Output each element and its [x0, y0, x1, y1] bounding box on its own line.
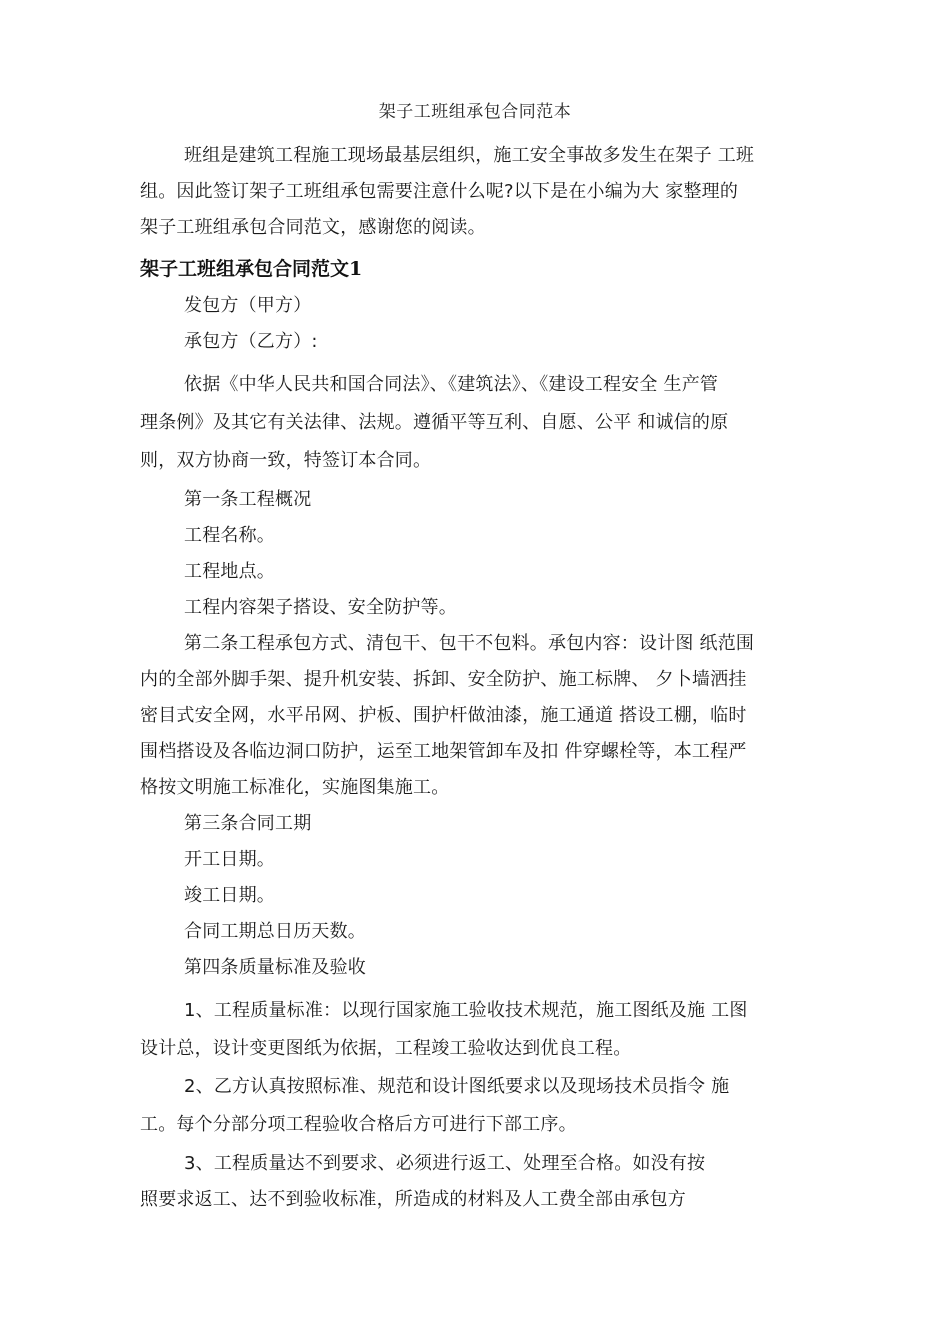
article-4-line: 工。每个分部分项工程验收合格后方可进行下部工序。 — [140, 1114, 577, 1135]
article-2-line: 密目式安全网，水平吊网、护板、围护杆做油漆，施工通道 搭设工棚，临时 — [140, 705, 747, 726]
intro-line: 组。因此签订架子工班组承包需要注意什么呢?以下是在小编为大 家整理的 — [140, 181, 739, 202]
article-1-heading: 第一条工程概况 — [184, 489, 312, 510]
article-3-item: 竣工日期。 — [184, 885, 275, 906]
article-4-line: 1、工程质量标准：以现行国家施工验收技术规范，施工图纸及施 工图 — [184, 1000, 748, 1021]
intro-line: 架子工班组承包合同范文，感谢您的阅读。 — [140, 217, 486, 238]
article-3-item: 合同工期总日历天数。 — [184, 921, 366, 942]
article-2-line: 格按文明施工标准化，实施图集施工。 — [140, 777, 450, 798]
parties — [140, 288, 830, 360]
basis-line: 依据《中华人民共和国合同法》、《建筑法》、《建设工程安全 生产管 — [184, 374, 719, 395]
article-4-line: 2、乙方认真按照标准、规范和设计图纸要求以及现场技术员指令 施 — [184, 1076, 730, 1097]
article-4-line: 照要求返工、达不到验收标准，所造成的材料及人工费全部由承包方 — [140, 1189, 686, 1210]
article-3-item: 开工日期。 — [184, 849, 275, 870]
article-1-item: 工程内容架子搭设、安全防护等。 — [184, 597, 457, 618]
article-1-item: 工程地点。 — [184, 561, 275, 582]
article-3 — [140, 806, 830, 986]
intro-paragraph — [140, 138, 830, 246]
article-2 — [140, 626, 830, 806]
article-3-heading: 第三条合同工期 — [184, 813, 312, 834]
article-4-line: 设计总，设计变更图纸为依据，工程竣工验收达到优良工程。 — [140, 1038, 632, 1059]
article-2-line: 内的全部外脚手架、提升机安装、拆卸、安全防护、施工标牌、 夕卜墙洒挂 — [140, 669, 747, 690]
article-4-heading: 第四条质量标准及验收 — [184, 957, 366, 978]
article-2-line: 第二条工程承包方式、清包干、包干不包料。承包内容：设计图 纸范围 — [184, 633, 755, 654]
article-4-item-2 — [140, 1068, 830, 1144]
intro-line: 班组是建筑工程施工现场最基层组织，施工安全事故多发生在架子 工班 — [184, 145, 755, 166]
article-4-line: 3、工程质量达不到要求、必须进行返工、处理至合格。如没有按 — [184, 1153, 706, 1174]
party-b: 承包方（乙方）: — [184, 331, 318, 352]
article-2-line: 围档搭设及各临边洞口防护，运至工地架管卸车及扣 件穿螺栓等，本工程严 — [140, 741, 747, 762]
article-1-item: 工程名称。 — [184, 525, 275, 546]
article-1 — [140, 482, 830, 626]
section-heading: 架子工班组承包合同范文1 — [140, 258, 363, 280]
basis-paragraph — [140, 366, 830, 480]
basis-line: 则，双方协商一致，特签订本合同。 — [140, 450, 432, 471]
article-4-item-1 — [140, 992, 830, 1068]
party-a: 发包方（甲方） — [184, 295, 312, 316]
basis-line: 理条例》及其它有关法律、法规。遵循平等互利、自愿、公平 和诚信的原 — [140, 412, 729, 433]
article-4-item-3 — [140, 1146, 830, 1218]
document-title: 架子工班组承包合同范本 — [378, 102, 572, 122]
